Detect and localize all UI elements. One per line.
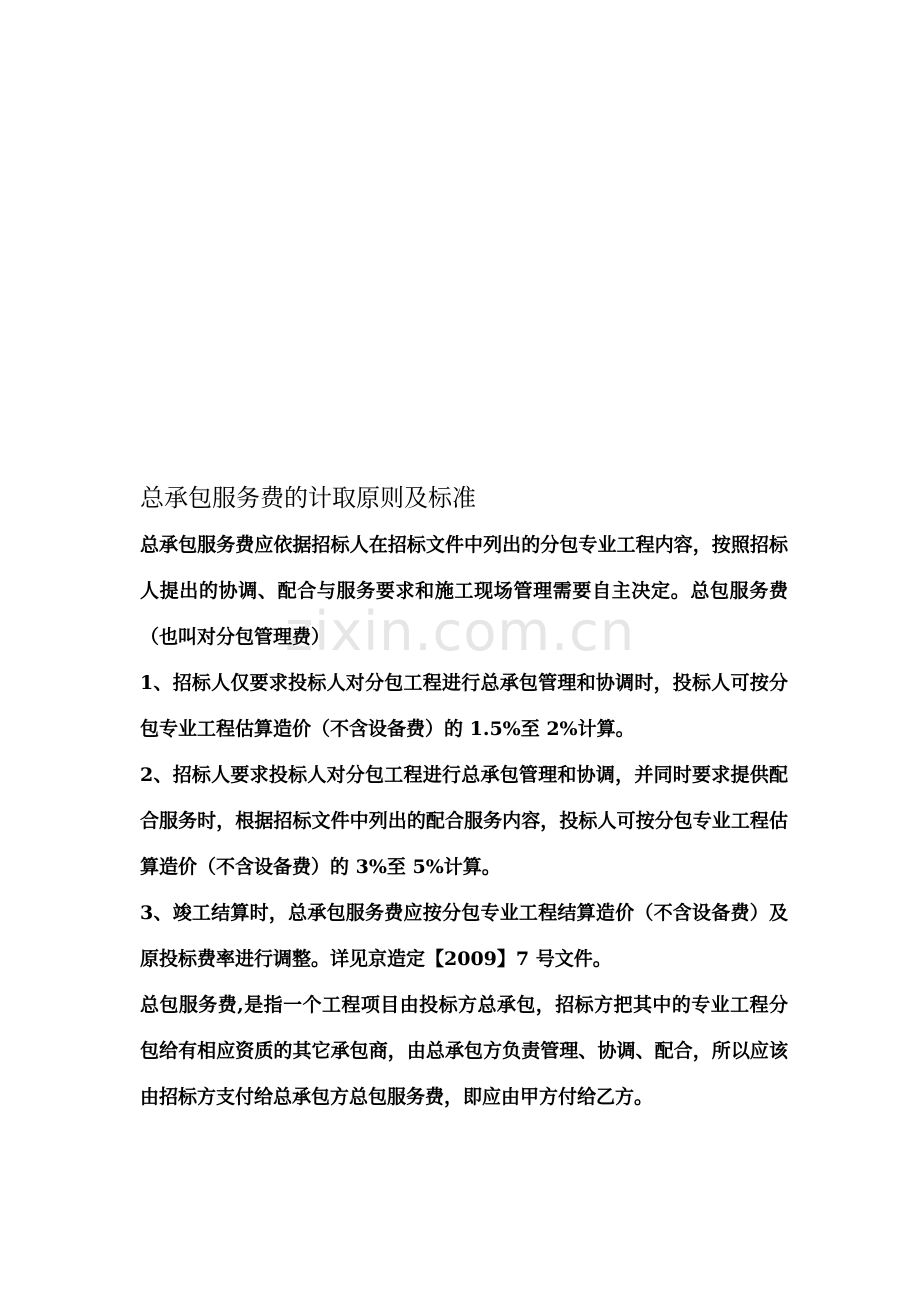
- paragraph-definition: 总包服务费,是指一个工程项目由投标方总承包，招标方把其中的专业工程分包给有相应资质的其它承包商，由总承包方负责管理、协调、配合，所以应该由招标方支付给总承包方总包服务费，即应由甲方付给乙方。: [140, 994, 788, 1108]
- document-title: 总承包服务费的计取原则及标准: [140, 484, 476, 512]
- watermark: zixin.com.cn: [284, 600, 636, 663]
- paragraph-item-3: 3、竣工结算时，总承包服务费应按分包专业工程结算造价（不含设备费）及原投标费率进行调整。详见京造定【2009】7 号文件。: [140, 902, 788, 970]
- paragraph-item-1: 1、招标人仅要求投标人对分包工程进行总承包管理和协调时，投标人可按分包专业工程估算造价（不含设备费）的 1.5%至 2%计算。: [140, 672, 788, 740]
- document-body: [140, 478, 788, 1120]
- paragraph-item-2: 2、招标人要求投标人对分包工程进行总承包管理和协调，并同时要求提供配合服务时，根据招标文件中列出的配合服务内容，投标人可按分包专业工程估算造价（不含设备费）的 3%至 5%计算。: [140, 764, 788, 878]
- paragraph-intro: 总承包服务费应依据招标人在招标文件中列出的分包专业工程内容，按照招标人提出的协调、配合与服务要求和施工现场管理需要自主决定。总包服务费（也叫对分包管理费）: [140, 534, 788, 648]
